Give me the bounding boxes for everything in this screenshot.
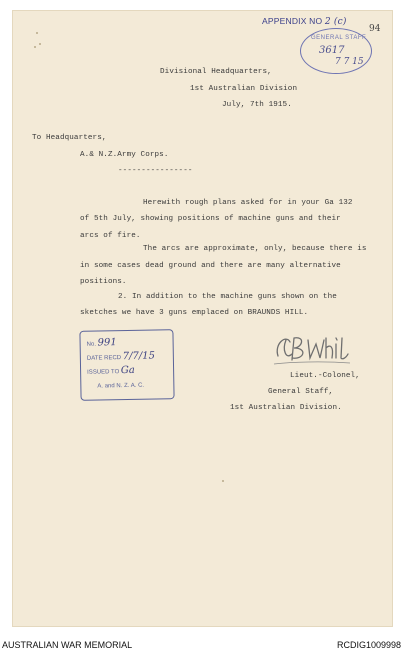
address-rule: ---------------- [118,167,193,175]
document-page [12,10,393,627]
footer-institution: AUSTRALIAN WAR MEMORIAL [2,640,133,650]
round-stamp-date: 7 7 15 [335,57,364,67]
signatory-rank: Lieut.-Colonel, [290,372,360,380]
appendix-number: 2 (c) [324,17,347,27]
receipt-stamp [79,329,174,401]
registry-round-stamp [300,28,372,74]
body-line: sketches we have 3 guns emplaced on BRAUNDS HILL. [80,309,309,317]
stamp-issued-label: ISSUED TO [87,369,120,376]
stamp-date-label: DATE RECD [86,355,122,362]
handwritten-signature [272,330,352,370]
page-number: 94 [369,24,381,34]
round-stamp-heading: GENERAL STAFF [311,35,367,41]
footer-record-id: RCDIG1009998 [336,640,401,650]
body-line: in some cases dead ground and there are many alternative [80,262,341,270]
body-line: positions. [80,278,127,286]
body-line: of 5th July, showing positions of machine guns and their [80,215,341,223]
appendix-text: APPENDIX NO [262,16,323,26]
signatory-staff: General Staff, [268,388,334,396]
stamp-no-label: No. [86,341,97,348]
stamp-date-value: 7/7/15 [122,350,156,363]
round-stamp-number: 3617 [319,45,345,56]
signatory-division: 1st Australian Division. [230,404,342,412]
body-line: 2. In addition to the machine guns shown on the [118,293,337,301]
header-date: July, 7th 1915. [222,101,292,109]
header-line-2: 1st Australian Division [190,85,298,93]
body-line: The arcs are approximate, only, because there is [143,245,367,253]
header-line-1: Divisional Headquarters, [160,68,272,76]
stamp-issued-value: Ga [120,364,135,377]
body-line: arcs of fire. [80,232,141,240]
body-line: Herewith rough plans asked for in your Ga 132 [143,199,353,207]
stamp-unit: A. and N. Z. A. C. [97,382,145,390]
address-corps: A.& N.Z.Army Corps. [80,151,169,159]
address-to: To Headquarters, [32,134,107,142]
stamp-no-value: 991 [97,337,117,349]
appendix-label [262,16,347,27]
